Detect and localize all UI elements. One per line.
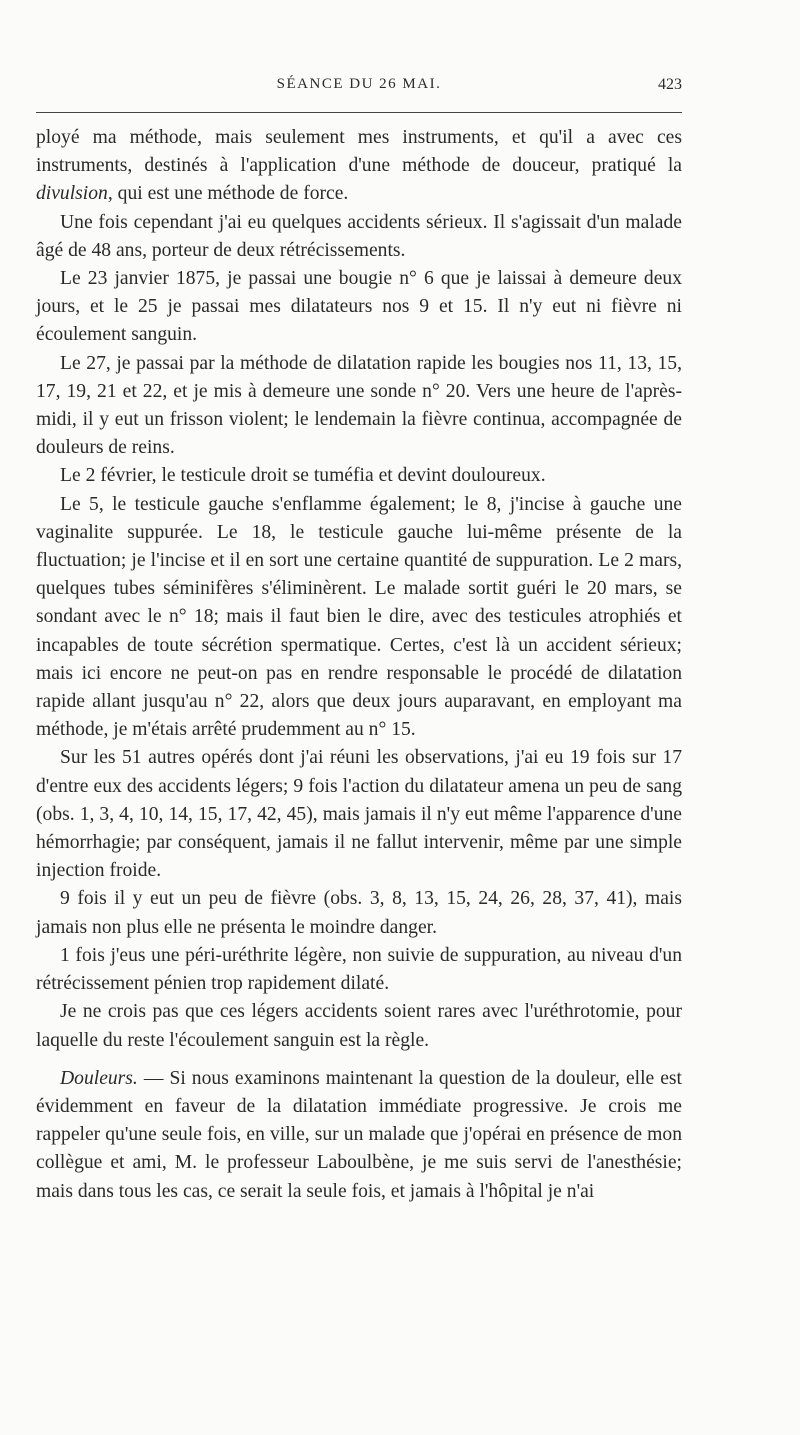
paragraph-2: Une fois cependant j'ai eu quelques accidents sérieux. Il s'agissait d'un malade âgé de 48 ans, porteur de deux rétrécissements. [36,211,682,261]
douleurs-heading: Douleurs. [60,1067,138,1089]
body-text [36,124,682,1206]
paragraph-8: 9 fois il y eut un peu de fièvre (obs. 3, 8, 13, 15, 24, 26, 28, 37, 41), mais jamais non plus elle ne présenta le moindre danger. [36,888,682,938]
header-rule [36,112,682,113]
paragraph-10: Je ne crois pas que ces légers accidents soient rares avec l'uréthrotomie, pour laquelle du reste l'écoulement sanguin est la règle. [36,1001,682,1051]
paragraph-1-text: ployé ma méthode, mais seulement mes instruments, et qu'il a avec ces instruments, destinés à l'application d'une méthode de douceur, pratiqué la [36,127,682,177]
paragraph-1-tail: qui est une méthode de force. [112,183,349,205]
paragraph-4: Le 27, je passai par la méthode de dilatation rapide les bougies nos 11, 13, 15, 17, 19, 21 et 22, et je mis à demeure une sonde n° 20. Vers une heure de l'après-midi, il y eut un frisson violent; le lendemain la fièvre continua, accompagnée de douleurs de reins. [36,352,682,459]
paragraph-6: Le 5, le testicule gauche s'enflamme également; le 8, j'incise à gauche une vaginalite suppurée. Le 18, le testicule gauche lui-même présente de la fluctuation; je l'incise et il en sort une certaine quantité de suppuration. Le 2 mars, quelques tubes séminifères s'éliminèrent. Le malade sortit guéri le 20 mars, se sondant avec le n° 18; mais il faut bien le dire, avec des testicules atrophiés et incapables de toute sécrétion spermatique. Certes, c'est là un accident sérieux; mais ici encore ne peut-on pas en rendre responsable le procédé de dilatation rapide allant jusqu'au n° 22, alors que deux jours auparavant, en employant ma méthode, je m'étais arrêté prudemment au n° 15. [36,493,682,741]
divulsion-term: divulsion, [36,183,113,205]
paragraph-5: Le 2 février, le testicule droit se tuméfia et devint douloureux. [60,465,546,487]
paragraph-1 [36,124,682,209]
paragraph-9: 1 fois j'eus une péri-uréthrite légère, non suivie de suppuration, au niveau d'un rétrécissement pénien trop rapidement dilaté. [36,944,682,995]
paragraph-11-text: — Si nous examinons maintenant la question de la douleur, elle est évidemment en faveur de la dilatation immédiate progressive. Je crois me rappeler qu'une seule fois, en ville, sur un malade que j'opérai en présence de mon collègue et ami, M. le professeur Laboulbène, je me suis servi de l'anesthésie; mais dans tous les cas, ce serait la seule fois, et jamais à l'hôpital je n'ai [36,1067,682,1202]
running-title: SÉANCE DU 26 MAI. [276,76,442,92]
paragraph-3: Le 23 janvier 1875, je passai une bougie n° 6 que je laissai à demeure deux jours, et le 25 je passai mes dilatateurs nos 9 et 15. Il n'y eut ni fièvre ni écoulement sanguin. [36,268,682,346]
running-header [36,76,682,98]
page-number: 423 [658,76,682,93]
paragraph-7: Sur les 51 autres opérés dont j'ai réuni les observations, j'ai eu 19 fois sur 17 d'entre eux des accidents légers; 9 fois l'action du dilatateur amena un peu de sang (obs. 1, 3, 4, 10, 14, 15, 17, 42, 45), mais jamais il n'y eut même l'apparence d'une hémorrhagie; par conséquent, jamais il ne fallut intervenir, même par une simple injection froide. [36,747,682,882]
paragraph-11 [36,1065,682,1206]
